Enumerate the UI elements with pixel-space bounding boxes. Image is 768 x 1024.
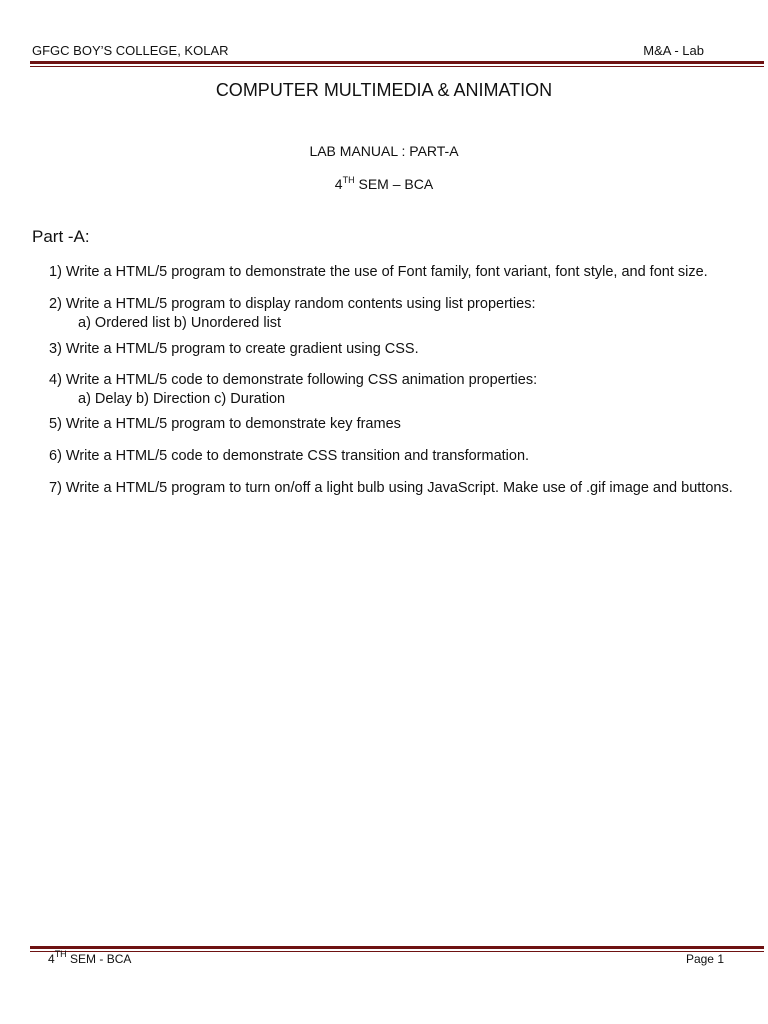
list-item [49,414,764,434]
footer-semester-superscript: TH [54,949,67,959]
footer-rule [30,946,764,949]
list-item [49,446,764,466]
list-item [49,476,739,501]
list-item [49,370,764,408]
document-subtitle: LAB MANUAL : PART-A [309,143,459,159]
document-title: COMPUTER MULTIMEDIA & ANIMATION [215,80,553,100]
page-header [32,43,704,61]
footer-semester [48,949,132,966]
list-item-text: 7) Write a HTML/5 program to turn on/off a light bulb using JavaScript. Make use of .gif image and buttons. [49,480,733,496]
header-rule [30,61,764,64]
list-item-text: 5) Write a HTML/5 program to demonstrate key frames [49,416,401,432]
list-item-text: 2) Write a HTML/5 program to display random contents using list properties: [49,296,536,312]
list-item-text: 4) Write a HTML/5 code to demonstrate following CSS animation properties: [49,372,538,388]
footer-semester-text: SEM - BCA [66,952,132,966]
page-number: Page 1 [685,952,724,966]
list-item [49,262,764,282]
list-item-subtext: a) Ordered list b) Unordered list [78,315,282,331]
list-item [49,294,764,332]
list-item-text: 6) Write a HTML/5 code to demonstrate CSS transition and transformation. [49,448,530,464]
semester-superscript: TH [342,175,355,185]
semester-text: SEM – BCA [354,176,434,192]
header-course-code: M&A - Lab [643,43,704,58]
footer-semester-number: 4 [48,952,55,966]
header-rule-thin [30,66,764,67]
semester-line [0,176,768,192]
list-item-subtext: a) Delay b) Direction c) Duration [78,391,286,407]
header-college-name: GFGC BOY’S COLLEGE, KOLAR [32,43,229,58]
page-footer [48,949,724,970]
list-item-text: 1) Write a HTML/5 program to demonstrate the use of Font family, font variant, font style, and font size. [49,264,708,280]
semester-number: 4 [334,176,343,192]
list-item [49,339,764,359]
section-heading: Part -A: [32,227,90,246]
list-item-text: 3) Write a HTML/5 program to create gradient using CSS. [49,341,419,357]
